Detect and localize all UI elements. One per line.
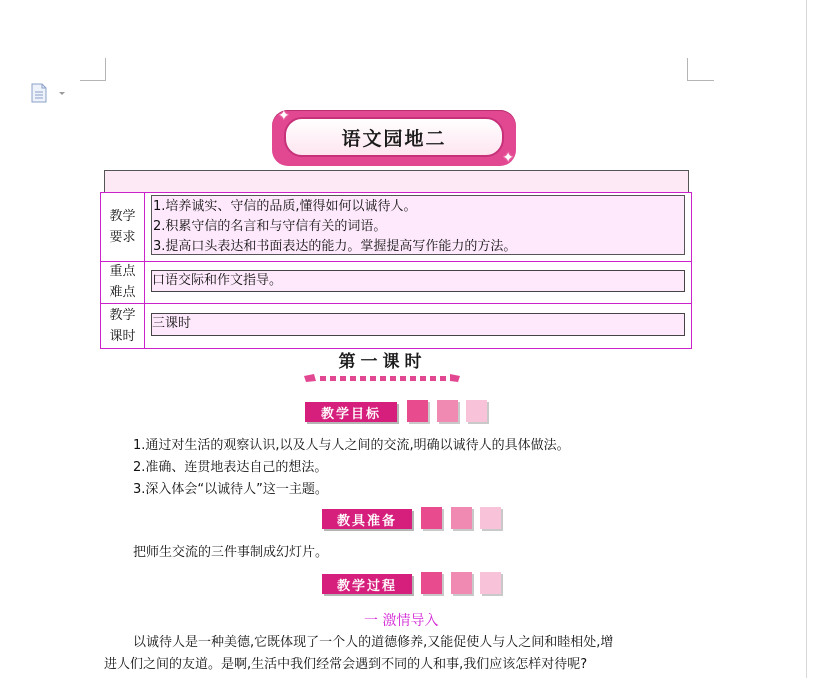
- info-table: [100, 192, 692, 349]
- title-banner: [272, 110, 516, 166]
- requirement-line: 2.积累守信的名言和与守信有关的词语。: [153, 219, 387, 234]
- table-row-key-points: [101, 261, 691, 304]
- process-paragraph-line: 进人们之间的友道。是啊,生活中我们经常会遇到不同的人和事,我们应该怎样对待呢?: [104, 657, 588, 672]
- key-points-cell: [151, 270, 685, 292]
- document-dropdown-icon[interactable]: [30, 82, 70, 104]
- goal-item: 1.通过对生活的观察认识,以及人与人之间的交流,明确以诚待人的具体做法。: [133, 438, 570, 453]
- crop-mark-top-left-vertical: [105, 58, 106, 81]
- lesson-title: [300, 347, 465, 387]
- prep-text: 把师生交流的三件事制成幻灯片。: [133, 545, 329, 560]
- sparkle-icon: ✦: [278, 108, 290, 124]
- sparkle-icon: ✦: [502, 150, 514, 166]
- requirement-line: 1.培养诚实、守信的品质,懂得如何以诚待人。: [153, 199, 417, 214]
- lesson-title-text: 第一课时: [338, 352, 427, 372]
- crop-mark-top-right-vertical: [687, 58, 688, 81]
- decor-square-icon: [466, 400, 487, 422]
- decor-square-icon: [480, 572, 501, 594]
- table-row-requirements: [101, 193, 691, 262]
- decor-square-icon: [451, 572, 472, 594]
- decor-square-icon: [480, 507, 501, 529]
- periods-text: 三课时: [152, 316, 192, 331]
- section-goals-heading: [305, 400, 495, 426]
- process-paragraph-line: 以诚待人是一种美德,它既体现了一个人的道德修养,又能促使人与人之间和睦相处,增: [133, 635, 614, 650]
- row-label: 教学要求: [109, 209, 136, 245]
- goal-item: 3.深入体会“以诚待人”这一主题。: [133, 482, 328, 497]
- decor-square-icon: [451, 507, 472, 529]
- process-subheading: 一 激情导入: [364, 613, 439, 629]
- section-prep-heading: [322, 507, 512, 533]
- page-title: 语文园地二: [341, 127, 447, 150]
- decor-square-icon: [437, 400, 458, 422]
- section-label: 教学目标: [305, 402, 397, 422]
- section-process-heading: [322, 572, 512, 598]
- section-label: 教具准备: [322, 509, 412, 529]
- table-header-row: [104, 170, 689, 194]
- requirement-line: 3.提高口头表达和书面表达的能力。掌握提高写作能力的方法。: [153, 239, 517, 254]
- row-label: 教学课时: [109, 307, 136, 344]
- requirements-cell: [151, 195, 685, 255]
- dotted-divider-icon: [304, 373, 462, 383]
- periods-cell: [151, 313, 685, 336]
- decor-square-icon: [421, 572, 442, 594]
- goal-item: 2.准确、连贯地表达自己的想法。: [133, 460, 328, 475]
- decor-square-icon: [421, 507, 442, 529]
- crop-mark-top-left: [80, 80, 106, 81]
- row-label: 重点难点: [109, 264, 136, 300]
- table-row-periods: [101, 303, 691, 348]
- decor-square-icon: [407, 400, 428, 422]
- page-edge: [806, 0, 807, 678]
- key-points-text: 口语交际和作文指导。: [152, 273, 283, 288]
- section-label: 教学过程: [322, 574, 412, 594]
- crop-mark-top-right: [688, 80, 714, 81]
